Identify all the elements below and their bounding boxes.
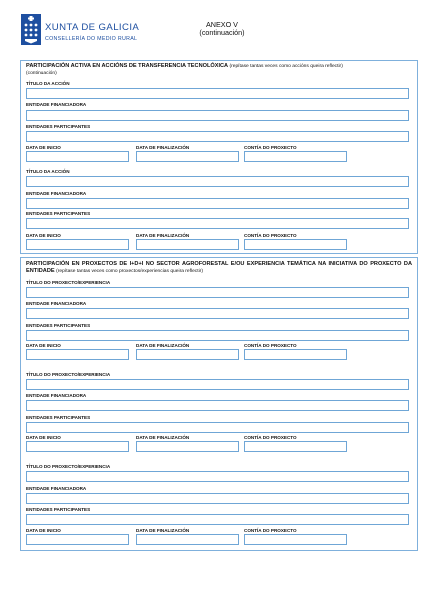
section-heading (26, 63, 412, 77)
section-title: PARTICIPACIÓN EN PROXECTOS DE I+D+I NO SECTOR AGROFORESTAL E/OU EXPERIENCIA TEMÁTICA NA INICIATIVA DO PROXECTO DA ENTIDADE (26, 261, 412, 274)
action-title-field[interactable] (26, 176, 409, 187)
section-continuation: (continuación) (26, 71, 57, 76)
funding-entity-field[interactable] (26, 493, 409, 504)
end-date-label: DATA DE FINALIZACIÓN (136, 528, 190, 533)
funding-entity-field[interactable] (26, 308, 409, 319)
action-title-field[interactable] (26, 88, 409, 99)
section-rdi-projects (20, 257, 418, 551)
participating-entities-label: ENTIDADES PARTICIPANTES (26, 124, 91, 129)
organization-name: XUNTA DE GALICIA (45, 22, 140, 33)
participating-entities-field[interactable] (26, 218, 409, 229)
xunta-logo-icon (21, 14, 41, 45)
participating-entities-label: ENTIDADES PARTICIPANTES (26, 323, 91, 328)
project-amount-field[interactable] (244, 441, 347, 452)
participating-entities-field[interactable] (26, 422, 409, 433)
project-title-label: TÍTULO DO PROXECTO/EXPERIENCIA (26, 464, 111, 469)
end-date-field[interactable] (136, 349, 239, 360)
project-amount-label: CONTÍA DO PROXECTO (244, 233, 297, 238)
end-date-label: DATA DE FINALIZACIÓN (136, 435, 190, 440)
section-technology-transfer (20, 60, 418, 254)
start-date-field[interactable] (26, 534, 129, 545)
funding-entity-label: ENTIDADE FINANCIADORA (26, 301, 87, 306)
participating-entities-field[interactable] (26, 330, 409, 341)
start-date-field[interactable] (26, 151, 129, 162)
start-date-label: DATA DE INICIO (26, 528, 61, 533)
project-amount-label: CONTÍA DO PROXECTO (244, 528, 297, 533)
participating-entities-field[interactable] (26, 131, 409, 142)
document-header (0, 0, 439, 55)
end-date-label: DATA DE FINALIZACIÓN (136, 233, 190, 238)
participating-entities-label: ENTIDADES PARTICIPANTES (26, 415, 91, 420)
section-title: PARTICIPACIÓN ACTIVA EN ACCIÓNS DE TRANSFERENCIA TECNOLÓXICA (26, 63, 228, 69)
action-title-label: TÍTULO DA ACCIÓN (26, 169, 70, 174)
start-date-field[interactable] (26, 349, 129, 360)
start-date-label: DATA DE INICIO (26, 145, 61, 150)
end-date-label: DATA DE FINALIZACIÓN (136, 343, 190, 348)
funding-entity-field[interactable] (26, 198, 409, 209)
section-heading (26, 261, 412, 275)
start-date-field[interactable] (26, 441, 129, 452)
funding-entity-label: ENTIDADE FINANCIADORA (26, 393, 87, 398)
participating-entities-label: ENTIDADES PARTICIPANTES (26, 507, 91, 512)
start-date-label: DATA DE INICIO (26, 435, 61, 440)
participating-entities-label: ENTIDADES PARTICIPANTES (26, 211, 91, 216)
project-amount-label: CONTÍA DO PROXECTO (244, 435, 297, 440)
action-title-label: TÍTULO DA ACCIÓN (26, 81, 70, 86)
section-note: (repítase tantas veces como accións queira reflectir) (229, 64, 343, 69)
project-amount-field[interactable] (244, 151, 347, 162)
funding-entity-field[interactable] (26, 110, 409, 121)
end-date-label: DATA DE FINALIZACIÓN (136, 145, 190, 150)
project-amount-field[interactable] (244, 349, 347, 360)
end-date-field[interactable] (136, 441, 239, 452)
start-date-label: DATA DE INICIO (26, 233, 61, 238)
participating-entities-field[interactable] (26, 514, 409, 525)
project-title-field[interactable] (26, 379, 409, 390)
project-title-label: TÍTULO DO PROXECTO/EXPERIENCIA (26, 372, 111, 377)
start-date-label: DATA DE INICIO (26, 343, 61, 348)
project-amount-field[interactable] (244, 239, 347, 250)
start-date-field[interactable] (26, 239, 129, 250)
project-title-label: TÍTULO DO PROXECTO/EXPERIENCIA (26, 280, 111, 285)
funding-entity-label: ENTIDADE FINANCIADORA (26, 191, 87, 196)
project-amount-label: CONTÍA DO PROXECTO (244, 145, 297, 150)
end-date-field[interactable] (136, 534, 239, 545)
funding-entity-label: ENTIDADE FINANCIADORA (26, 102, 87, 107)
project-title-field[interactable] (26, 471, 409, 482)
funding-entity-label: ENTIDADE FINANCIADORA (26, 486, 87, 491)
annex-heading (180, 21, 264, 38)
department-name: CONSELLERÍA DO MEDIO RURAL (45, 36, 138, 42)
project-amount-label: CONTÍA DO PROXECTO (244, 343, 297, 348)
section-note: (repítase tantas veces como proxectos/experiencias queira reflectir) (56, 269, 203, 274)
annex-title: ANEXO V (206, 20, 238, 29)
annex-subtitle: (continuación) (199, 28, 245, 38)
project-amount-field[interactable] (244, 534, 347, 545)
project-title-field[interactable] (26, 287, 409, 298)
end-date-field[interactable] (136, 151, 239, 162)
end-date-field[interactable] (136, 239, 239, 250)
funding-entity-field[interactable] (26, 400, 409, 411)
